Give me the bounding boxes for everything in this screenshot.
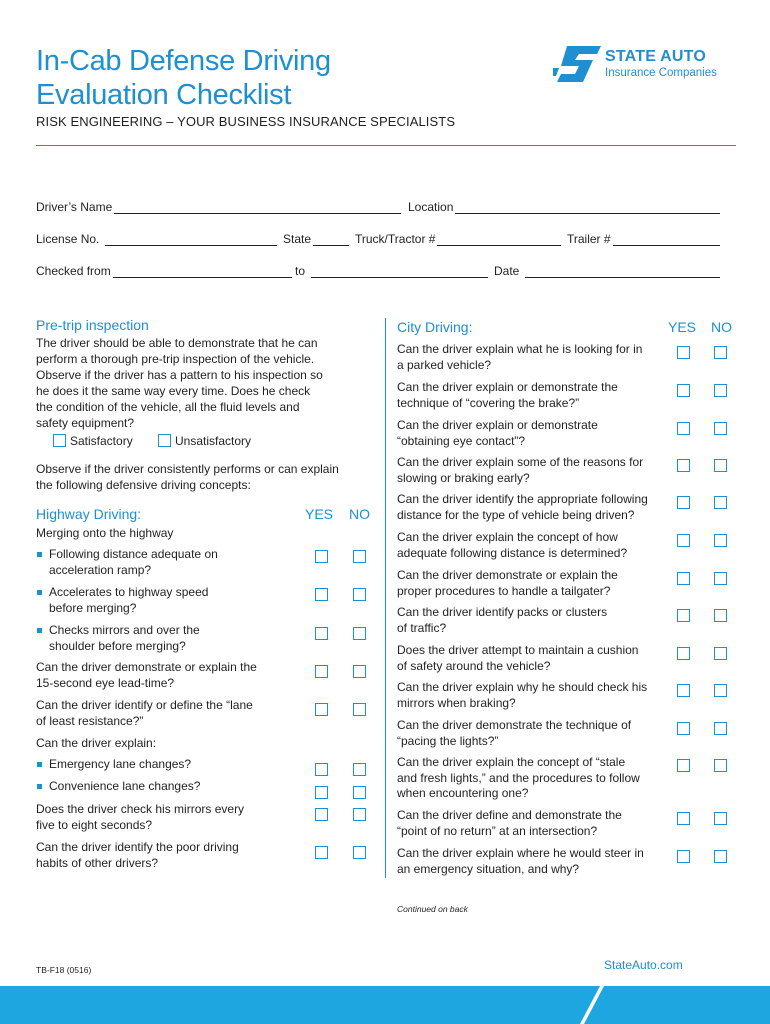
highway-item-line: Can the driver demonstrate or explain the (36, 660, 257, 674)
city-item-line: of traffic? (397, 620, 447, 635)
field-row-1 (36, 198, 726, 214)
city-item-line: Can the driver identify packs or clusters (397, 605, 608, 619)
checked-from-label: Checked from (36, 264, 111, 278)
highway-item (36, 660, 257, 691)
city-item-line: “pacing the lights?” (397, 733, 499, 748)
drivers-name-line[interactable] (114, 201, 401, 214)
city-item-line: when encountering one? (397, 786, 529, 800)
highway-item (36, 840, 239, 871)
highway-no-checkbox[interactable] (353, 703, 366, 716)
highway-yes-checkbox[interactable] (315, 703, 328, 716)
highway-no-checkbox[interactable] (353, 808, 366, 821)
to-line[interactable] (311, 265, 488, 278)
city-yes-checkbox[interactable] (677, 759, 690, 772)
unsatisfactory-checkbox[interactable] (158, 434, 171, 447)
highway-yes-checkbox[interactable] (315, 763, 328, 776)
state-line[interactable] (313, 233, 349, 246)
pretrip-text-line: safety equipment? (36, 416, 135, 430)
city-item-line: proper procedures to handle a tailgater? (397, 583, 611, 598)
city-item-line: a parked vehicle? (397, 357, 492, 372)
pretrip-text-line: the condition of the vehicle, all the fluid levels and (36, 400, 300, 414)
city-no-header: NO (711, 319, 732, 335)
highway-item-line: Checks mirrors and over the (49, 623, 200, 637)
location-field[interactable] (408, 198, 720, 214)
city-item (397, 380, 618, 411)
city-item-line: Can the driver explain some of the reasons for (397, 455, 644, 469)
city-item-line: Can the driver identify the appropriate following (397, 492, 648, 506)
highway-no-checkbox[interactable] (353, 550, 366, 563)
city-no-checkbox[interactable] (714, 534, 727, 547)
city-item-line: Can the driver explain the concept of “stale (397, 755, 626, 769)
city-yes-checkbox[interactable] (677, 534, 690, 547)
city-no-checkbox[interactable] (714, 609, 727, 622)
city-yes-checkbox[interactable] (677, 647, 690, 660)
city-item (397, 492, 648, 523)
city-item (397, 342, 642, 373)
license-no-label: License No. (36, 232, 100, 246)
city-item (397, 568, 618, 599)
city-item-line: Can the driver explain the concept of how (397, 530, 618, 544)
highway-item (49, 623, 200, 654)
bullet-icon (37, 628, 42, 633)
city-yes-checkbox[interactable] (677, 384, 690, 397)
city-yes-checkbox[interactable] (677, 572, 690, 585)
city-item-line: Can the driver explain why he should check his (397, 680, 648, 694)
to-label: to (295, 264, 306, 278)
highway-no-checkbox[interactable] (353, 627, 366, 640)
highway-yes-checkbox[interactable] (315, 588, 328, 601)
bullet-icon (37, 590, 42, 595)
city-item (397, 643, 638, 674)
city-item (397, 755, 640, 802)
pretrip-text-line: Observe if the driver has a pattern to his inspection so (36, 368, 323, 382)
highway-yes-checkbox[interactable] (315, 627, 328, 640)
city-yes-checkbox[interactable] (677, 684, 690, 697)
date-label: Date (494, 264, 520, 278)
highway-no-checkbox[interactable] (353, 763, 366, 776)
city-item (397, 808, 622, 839)
title-line-1: In-Cab Defense Driving (36, 45, 331, 77)
truck-tractor-label: Truck/Tractor # (355, 232, 436, 246)
website-link[interactable]: StateAuto.com (604, 958, 683, 972)
city-item-line: adequate following distance is determined? (397, 545, 628, 560)
highway-item-line: Does the driver check his mirrors every (36, 802, 245, 816)
highway-item-line: Can the driver identify the poor driving (36, 840, 239, 854)
highway-yes-checkbox[interactable] (315, 786, 328, 799)
highway-yes-checkbox[interactable] (315, 808, 328, 821)
city-item-line: distance for the type of vehicle being driven? (397, 507, 635, 522)
satisfactory-checkbox[interactable] (53, 434, 66, 447)
highway-item-line: acceleration ramp? (49, 562, 152, 577)
footer-band (0, 986, 770, 1024)
checked-from-line[interactable] (113, 265, 292, 278)
city-no-checkbox[interactable] (714, 722, 727, 735)
city-yes-checkbox[interactable] (677, 722, 690, 735)
city-item-line: “point of no return” at an intersection? (397, 823, 598, 838)
title-line-2: Evaluation Checklist (36, 79, 292, 111)
explain-subheading: Can the driver explain: (36, 736, 157, 750)
merging-subheading: Merging onto the highway (36, 526, 174, 540)
checked-from-field[interactable] (36, 262, 292, 278)
highway-no-checkbox[interactable] (353, 588, 366, 601)
city-item-line: Can the driver explain what he is looking for in (397, 342, 643, 356)
column-divider (385, 318, 386, 878)
highway-yes-checkbox[interactable] (315, 665, 328, 678)
highway-no-checkbox[interactable] (353, 846, 366, 859)
city-no-checkbox[interactable] (714, 496, 727, 509)
pretrip-text-line: The driver should be able to demonstrate that he can (36, 336, 318, 350)
city-yes-checkbox[interactable] (677, 346, 690, 359)
city-item-line: slowing or braking early? (397, 470, 530, 485)
city-no-checkbox[interactable] (714, 684, 727, 697)
city-yes-checkbox[interactable] (677, 496, 690, 509)
highway-item-line: Accelerates to highway speed (49, 585, 209, 599)
highway-item-line: before merging? (49, 600, 137, 615)
city-item-line: Can the driver explain or demonstrate (397, 418, 598, 432)
highway-yes-checkbox[interactable] (315, 846, 328, 859)
bullet-icon (37, 552, 42, 557)
trailer-field[interactable] (567, 230, 720, 246)
trailer-line[interactable] (613, 233, 720, 246)
continued-note: Continued on back (397, 904, 468, 914)
city-item (397, 846, 644, 877)
license-no-field[interactable] (36, 230, 277, 246)
satisfactory-label: Satisfactory (70, 434, 133, 448)
city-no-checkbox[interactable] (714, 346, 727, 359)
bullet-icon (37, 762, 42, 767)
highway-no-checkbox[interactable] (353, 665, 366, 678)
state-label: State (283, 232, 312, 246)
city-no-checkbox[interactable] (714, 422, 727, 435)
state-auto-logo (553, 46, 743, 86)
city-item-line: mirrors when braking? (397, 695, 516, 710)
highway-item-line: of least resistance?” (36, 713, 144, 728)
city-item-line: Can the driver demonstrate the technique of (397, 718, 632, 732)
city-no-checkbox[interactable] (714, 459, 727, 472)
observe-text (36, 461, 339, 493)
location-line[interactable] (455, 201, 720, 214)
highway-item-line: shoulder before merging? (49, 638, 186, 653)
page-title (36, 44, 331, 112)
to-field[interactable] (295, 262, 488, 278)
city-heading: City Driving: (397, 319, 473, 335)
city-item-line: Can the driver define and demonstrate the (397, 808, 622, 822)
unsatisfactory-label: Unsatisfactory (175, 434, 252, 448)
truck-tractor-line[interactable] (437, 233, 561, 246)
pretrip-text-line: perform a thorough pre-trip inspection of the vehicle. (36, 352, 315, 366)
highway-item: Convenience lane changes? (49, 779, 201, 793)
form-number: TB-F18 (0516) (36, 965, 92, 975)
subtitle: RISK ENGINEERING – YOUR BUSINESS INSURANCE SPECIALISTS (36, 114, 456, 129)
city-item (397, 680, 647, 711)
city-yes-checkbox[interactable] (677, 459, 690, 472)
city-item-line: of safety around the vehicle? (397, 658, 551, 673)
highway-item (49, 547, 218, 578)
location-label: Location (408, 200, 454, 214)
pretrip-heading: Pre-trip inspection (36, 317, 149, 333)
city-yes-checkbox[interactable] (677, 812, 690, 825)
highway-heading: Highway Driving: (36, 506, 142, 522)
logo-subtitle: Insurance Companies (605, 67, 717, 79)
highway-item-line: Following distance adequate on (49, 547, 218, 561)
highway-item-line: 15-second eye lead-time? (36, 675, 175, 690)
truck-tractor-field[interactable] (355, 230, 561, 246)
city-yes-checkbox[interactable] (677, 609, 690, 622)
registered-mark: ® (575, 73, 581, 80)
city-no-checkbox[interactable] (714, 759, 727, 772)
observe-line: Observe if the driver consistently performs or can explain (36, 462, 339, 476)
city-no-checkbox[interactable] (714, 812, 727, 825)
city-yes-header: YES (668, 319, 697, 335)
pretrip-text-line: he does it the same way every time. Does he check (36, 384, 311, 398)
city-item (397, 718, 631, 749)
city-item-line: Can the driver demonstrate or explain the (397, 568, 618, 582)
city-item-line: technique of “covering the brake?” (397, 395, 580, 410)
city-item-line: and fresh lights,” and the procedures to follow (397, 770, 640, 785)
field-row-2 (36, 230, 726, 246)
city-item (397, 418, 598, 449)
date-field[interactable] (494, 262, 720, 278)
license-no-line[interactable] (105, 233, 277, 246)
highway-no-checkbox[interactable] (353, 786, 366, 799)
bullet-icon (37, 784, 42, 789)
city-item (397, 605, 607, 636)
highway-item-line: five to eight seconds? (36, 817, 153, 832)
highway-yes-header: YES (305, 506, 334, 522)
drivers-name-label: Driver’s Name (36, 200, 113, 214)
highway-item-line: habits of other drivers? (36, 855, 159, 870)
date-line[interactable] (525, 265, 720, 278)
city-item-line: an emergency situation, and why? (397, 861, 580, 876)
highway-item (36, 802, 244, 833)
highway-no-header: NO (349, 506, 370, 522)
city-item-line: “obtaining eye contact”? (397, 433, 526, 448)
pretrip-description (36, 335, 323, 431)
state-field[interactable] (283, 230, 349, 246)
field-row-3 (36, 262, 726, 278)
highway-yes-checkbox[interactable] (315, 550, 328, 563)
city-no-checkbox[interactable] (714, 850, 727, 863)
city-item-line: Can the driver explain where he would steer in (397, 846, 644, 860)
city-no-checkbox[interactable] (714, 384, 727, 397)
city-yes-checkbox[interactable] (677, 850, 690, 863)
highway-item (49, 585, 208, 616)
city-no-checkbox[interactable] (714, 647, 727, 660)
highway-item (36, 698, 253, 729)
trailer-label: Trailer # (567, 232, 611, 246)
drivers-name-field[interactable] (36, 198, 401, 214)
logo-name: STATE AUTO (605, 48, 706, 65)
header-divider (36, 145, 736, 146)
city-item-line: Can the driver explain or demonstrate the (397, 380, 618, 394)
city-no-checkbox[interactable] (714, 572, 727, 585)
observe-line: the following defensive driving concepts: (36, 478, 251, 492)
city-yes-checkbox[interactable] (677, 422, 690, 435)
highway-item: Emergency lane changes? (49, 757, 192, 771)
city-item (397, 530, 627, 561)
city-item-line: Does the driver attempt to maintain a cushion (397, 643, 639, 657)
highway-item-line: Can the driver identify or define the “lane (36, 698, 253, 712)
city-item (397, 455, 643, 486)
